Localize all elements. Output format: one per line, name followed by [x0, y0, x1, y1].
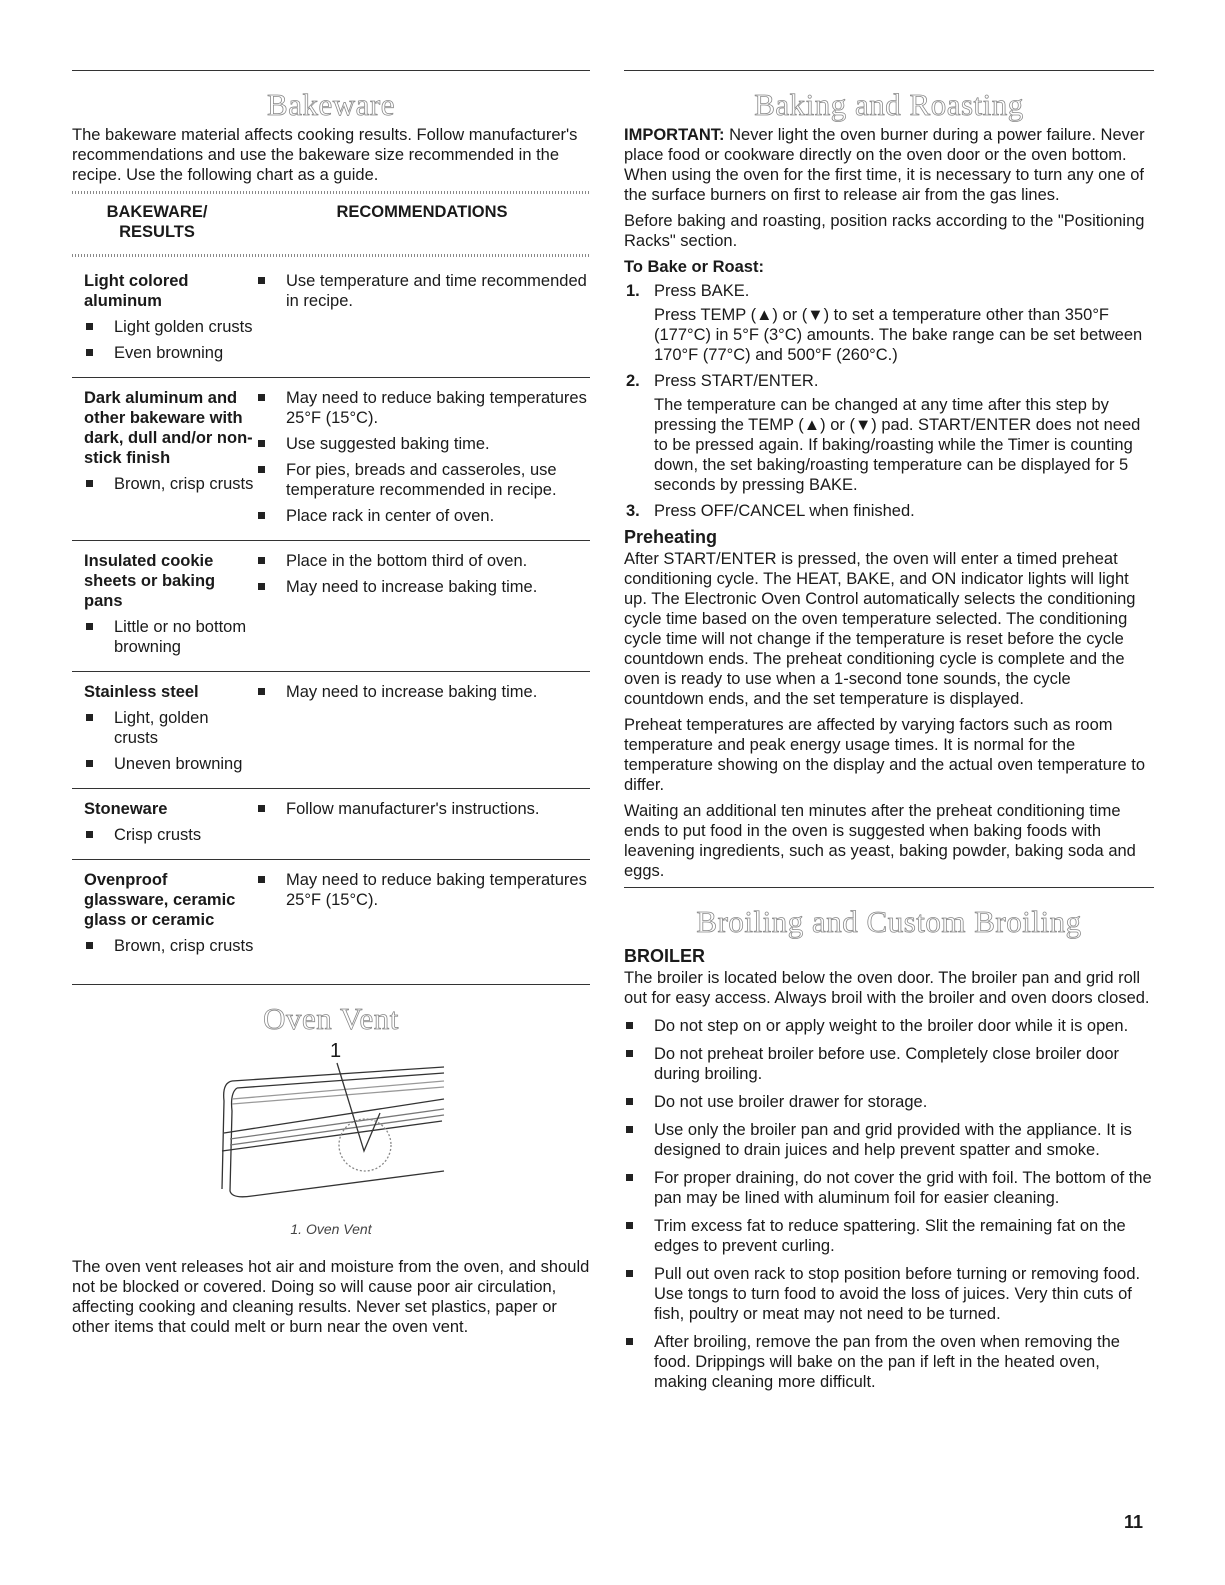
section-rule	[624, 887, 1154, 888]
bakeware-table	[72, 261, 590, 970]
recommendation-cell	[256, 799, 590, 851]
bakeware-material: Insulated cookie sheets or baking pans	[84, 552, 216, 610]
recommendation-cell	[256, 271, 590, 369]
dotted-divider	[72, 254, 590, 257]
right-column	[624, 70, 1154, 1400]
section-rule	[72, 984, 590, 985]
oven-vent-title: Oven Vent	[263, 1001, 399, 1036]
figure-caption: 1. Oven Vent	[290, 1221, 372, 1237]
bakeware-cell	[72, 870, 256, 962]
step-item	[624, 501, 1154, 521]
broiling-title: Broiling and Custom Broiling	[696, 904, 1082, 939]
recommendation-item: Follow manufacturer's instructions.	[256, 799, 590, 819]
result-item: Brown, crisp crusts	[84, 936, 256, 956]
broiler-bullet: Pull out oven rack to stop position before turning or removing food. Use tongs to turn food to avoid the loss of juices. Very thin cuts of fish, poultry or meat may not need to be turned.	[624, 1264, 1154, 1324]
result-item: Light, golden crusts	[84, 708, 256, 748]
table-row	[72, 261, 590, 377]
recommendation-cell	[256, 870, 590, 962]
recommendation-item: Place in the bottom third of oven.	[256, 551, 590, 571]
step-detail: Press TEMP (▲) or (▼) to set a temperature other than 350°F (177°C) in 5°F (3°C) amounts. The bake range can be set between 170°F (77°C) and 500°F (260°C.)	[654, 306, 1143, 364]
bakeware-material: Light colored aluminum	[84, 272, 189, 310]
broiler-bullet: Do not use broiler drawer for storage.	[624, 1092, 1154, 1112]
table-row	[72, 377, 590, 540]
bakeware-cell	[72, 388, 256, 532]
result-item: Brown, crisp crusts	[84, 474, 256, 494]
recommendation-item: May need to reduce baking temperatures 25°F (15°C).	[256, 388, 590, 428]
broiler-bullet: Trim excess fat to reduce spattering. Slit the remaining fat on the edges to prevent curling.	[624, 1216, 1154, 1256]
result-item: Crisp crusts	[84, 825, 256, 845]
step-detail: The temperature can be changed at any time after this step by pressing the TEMP (▲) or (▼) pad. START/ENTER does not need to be pressed again. If baking/roasting while the Timer is counting down, the set baking/roasting temperature can be displayed for 5 seconds by pressing BAKE.	[654, 396, 1141, 494]
recommendation-item: May need to reduce baking temperatures 25°F (15°C).	[256, 870, 590, 910]
recommendation-cell	[256, 388, 590, 532]
oven-vent-figure	[72, 1041, 590, 1213]
result-item: Even browning	[84, 343, 256, 363]
recommendation-cell	[256, 551, 590, 663]
recommendation-item: Use suggested baking time.	[256, 434, 590, 454]
step-number: 3.	[626, 502, 640, 520]
preheat-paragraph: Preheat temperatures are affected by varying factors such as room temperature and peak energy usage times. It is normal for the temperature showing on the display and the actual oven temperature to differ.	[624, 716, 1145, 794]
broiler-bullet: After broiling, remove the pan from the oven when removing the food. Drippings will bake on the pan if left in the heated oven, making cleaning more difficult.	[624, 1332, 1154, 1392]
recommendation-item: May need to increase baking time.	[256, 682, 590, 702]
bakeware-cell	[72, 271, 256, 369]
callout-number: 1	[330, 1040, 342, 1062]
step-text: Press OFF/CANCEL when finished.	[654, 502, 915, 520]
left-column	[72, 70, 590, 1343]
table-header	[72, 198, 590, 248]
bakeware-cell	[72, 551, 256, 663]
step-item	[624, 281, 1154, 301]
recommendation-item: Use temperature and time recommended in recipe.	[256, 271, 590, 311]
bakeware-title: Bakeware	[267, 87, 395, 122]
oven-vent-body: The oven vent releases hot air and moisture from the oven, and should not be blocked or covered. Doing so will cause poor air circulation, affecting cooking and cleaning results. Never set plastics, paper or other items that could melt or burn near the oven vent.	[72, 1258, 590, 1336]
broiler-bullet: Do not step on or apply weight to the broiler door while it is open.	[624, 1016, 1154, 1036]
bakeware-material: Ovenproof glassware, ceramic glass or ceramic	[84, 871, 236, 929]
broiler-bullet: For proper draining, do not cover the grid with foil. The bottom of the pan may be lined with aluminum foil for easier cleaning.	[624, 1168, 1154, 1208]
broiler-heading: BROILER	[624, 946, 705, 966]
page-number: 11	[1123, 1512, 1143, 1532]
baking-title: Baking and Roasting	[754, 87, 1024, 122]
step-text: Press BAKE.	[654, 282, 750, 300]
table-row	[72, 788, 590, 859]
recommendation-item: For pies, breads and casseroles, use temperature recommended in recipe.	[256, 460, 590, 500]
preheat-paragraph: Waiting an additional ten minutes after the preheat conditioning time ends to put food in the oven is suggested when baking foods with leavening ingredients, such as yeast, baking powder, baking soda and eggs.	[624, 802, 1136, 880]
bakeware-material: Dark aluminum and other bakeware with dark, dull and/or non-stick finish	[84, 389, 253, 467]
recommendation-item: May need to increase baking time.	[256, 577, 590, 597]
section-rule	[72, 70, 590, 71]
broiler-bullets	[624, 1016, 1154, 1392]
result-item: Light golden crusts	[84, 317, 256, 337]
step-number: 2.	[626, 372, 640, 390]
result-item: Little or no bottom browning	[84, 617, 256, 657]
oven-vent-illustration	[72, 1041, 590, 1213]
section-rule	[624, 70, 1154, 71]
bakeware-material: Stainless steel	[84, 683, 199, 701]
bakeware-cell	[72, 682, 256, 780]
table-row	[72, 671, 590, 788]
step-text: Press START/ENTER.	[654, 372, 819, 390]
bake-steps	[624, 281, 1154, 521]
step-item	[624, 371, 1154, 391]
bakeware-cell	[72, 799, 256, 851]
preheat-heading: Preheating	[624, 527, 718, 547]
col-header-bakeware: BAKEWARE/ RESULTS	[106, 203, 208, 241]
broiler-bullet: Use only the broiler pan and grid provided with the appliance. It is designed to drain juices and help prevent spatter and smoke.	[624, 1120, 1154, 1160]
col-header-recommendations: RECOMMENDATIONS	[336, 203, 508, 221]
recommendation-cell	[256, 682, 590, 780]
preheat-paragraph: After START/ENTER is pressed, the oven will enter a timed preheat conditioning cycle. The HEAT, BAKE, and ON indicator lights will light up. The Electronic Oven Control automatically selects the conditioning cycle time based on the oven temperature selected. The conditioning cycle time will not change if the temperature is reset before the cycle countdown ends. The preheat conditioning cycle is complete and the oven is ready to use when a 1-second tone sounds, the cycle countdown ends, and the set temperature is displayed.	[624, 550, 1136, 708]
broiler-bullet: Do not preheat broiler before use. Completely close broiler door during broiling.	[624, 1044, 1154, 1084]
table-row	[72, 540, 590, 671]
recommendation-item: Place rack in center of oven.	[256, 506, 590, 526]
to-bake-heading: To Bake or Roast:	[624, 258, 764, 276]
bakeware-intro: The bakeware material affects cooking results. Follow manufacturer's recommendations and use the bakeware size recommended in the recipe. Use the following chart as a guide.	[72, 126, 578, 184]
result-item: Uneven browning	[84, 754, 256, 774]
before-paragraph: Before baking and roasting, position racks according to the "Positioning Racks" section.	[624, 212, 1145, 250]
step-number: 1.	[626, 282, 640, 300]
broiler-intro: The broiler is located below the oven door. The broiler pan and grid roll out for easy access. Always broil with the broiler and oven doors closed.	[624, 969, 1150, 1007]
bakeware-material: Stoneware	[84, 800, 168, 818]
table-row	[72, 859, 590, 970]
important-paragraph: IMPORTANT: Never light the oven burner during a power failure. Never place food or cookware directly on the oven door or the oven bottom. When using the oven for the first time, it is necessary to turn any one of the surface burners on first to release air from the gas lines.	[624, 126, 1145, 204]
dotted-divider	[72, 191, 590, 194]
